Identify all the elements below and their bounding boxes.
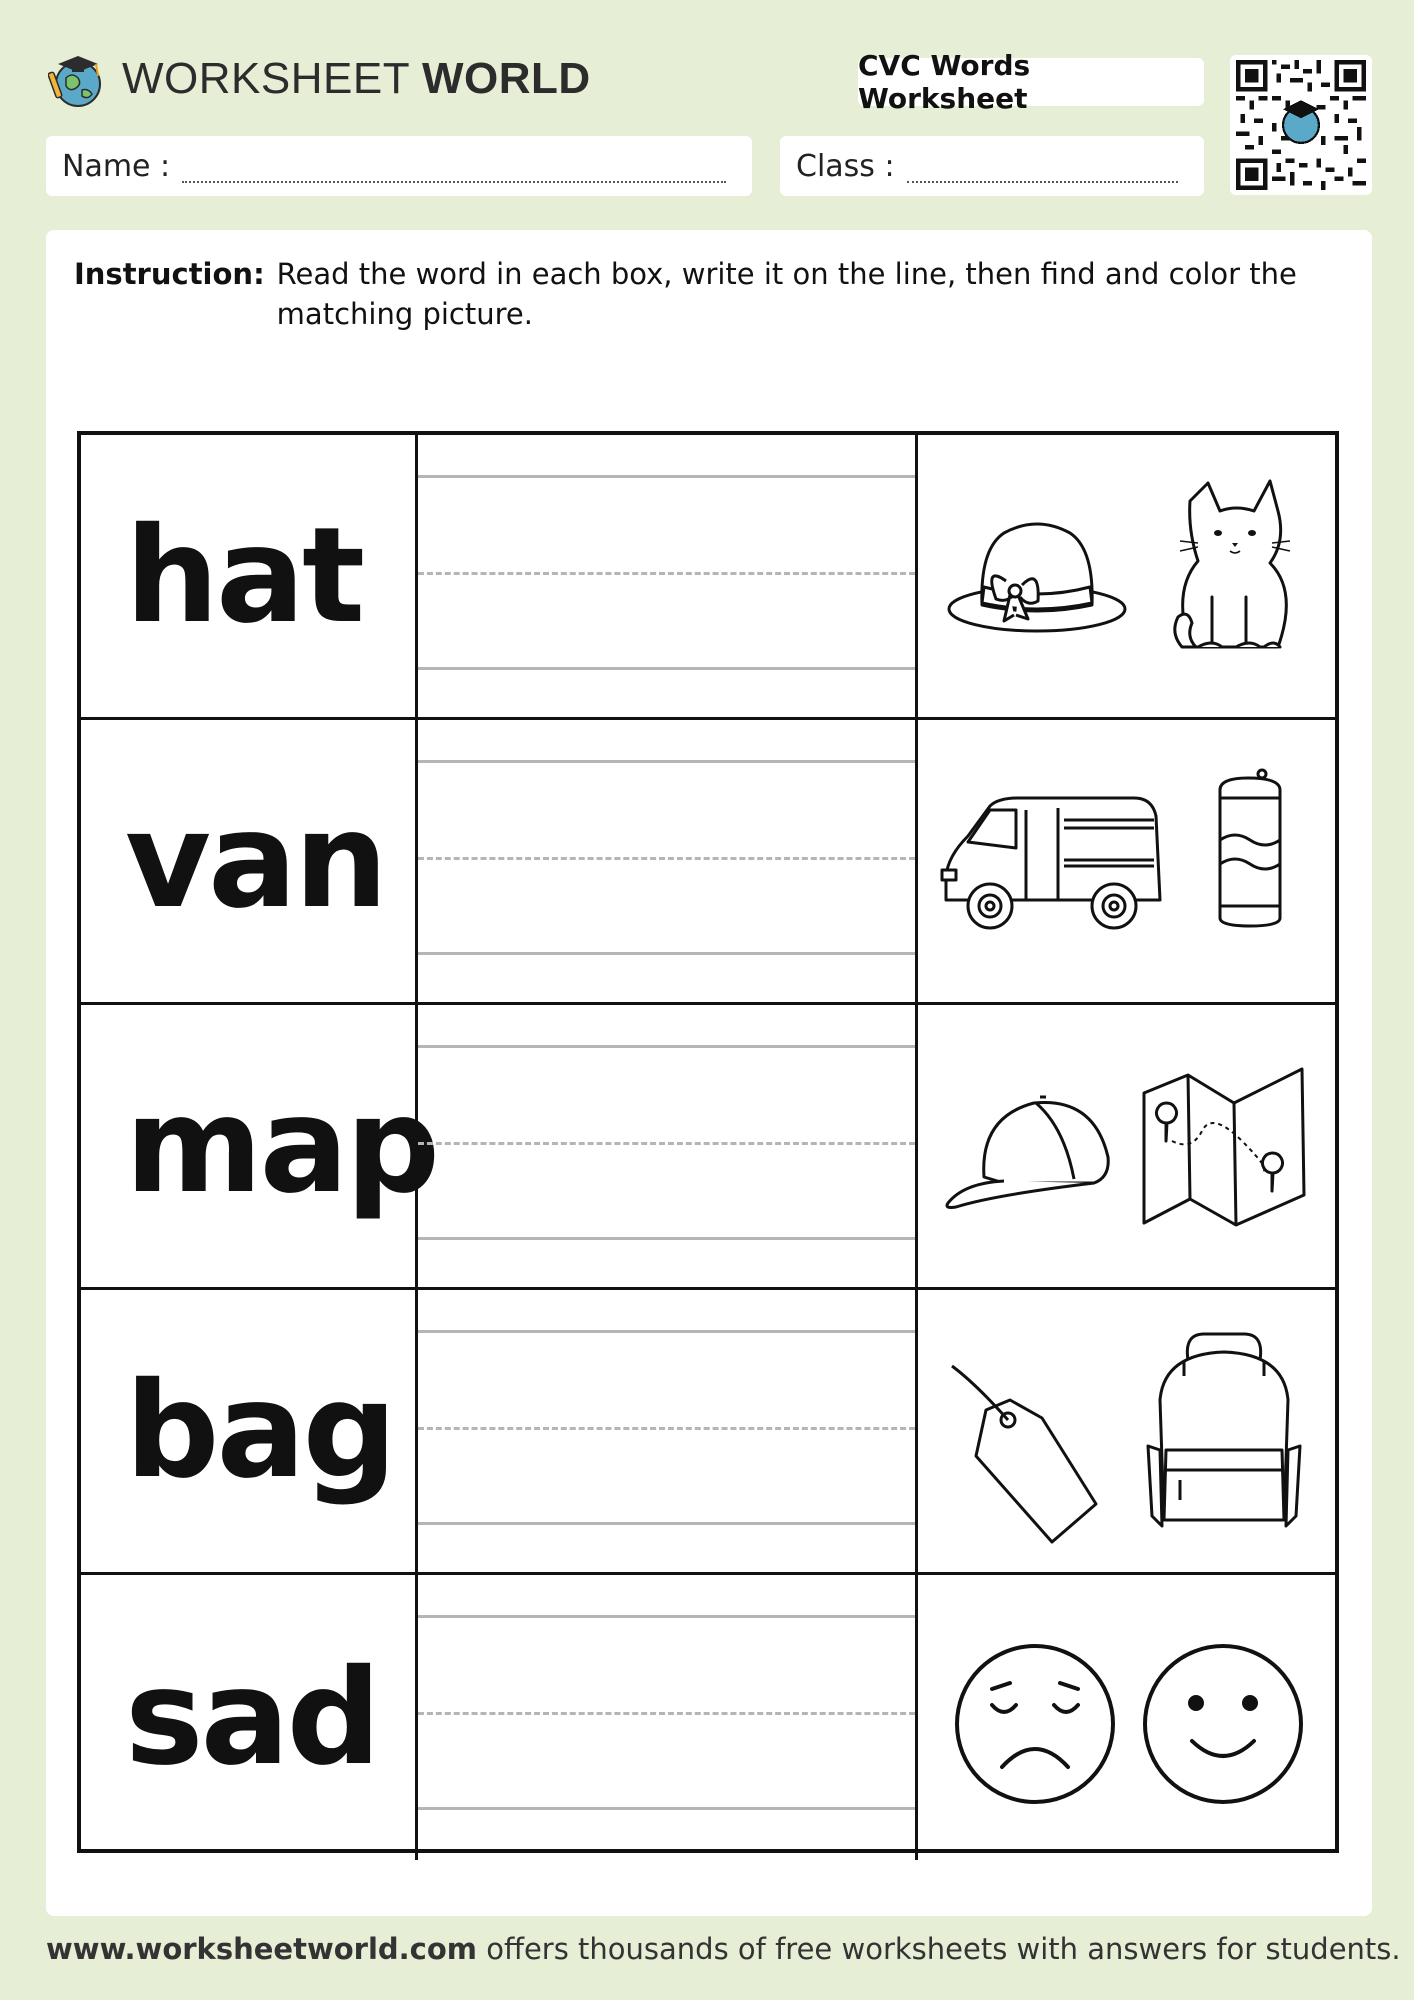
van-icon[interactable] bbox=[938, 796, 1166, 932]
sad-face-icon[interactable] bbox=[952, 1641, 1118, 1807]
class-input-line[interactable] bbox=[907, 167, 1178, 183]
word-table bbox=[77, 431, 1339, 1853]
cat-icon[interactable] bbox=[1158, 471, 1308, 667]
can-icon[interactable] bbox=[1208, 768, 1292, 930]
picture-cell bbox=[918, 1575, 1339, 1860]
picture-cell bbox=[918, 1290, 1339, 1572]
tag-icon[interactable] bbox=[946, 1354, 1116, 1550]
brand-name bbox=[122, 54, 591, 104]
map-icon[interactable] bbox=[1138, 1065, 1310, 1229]
word-cell: van bbox=[81, 720, 418, 1002]
writing-lines[interactable] bbox=[418, 720, 918, 1002]
happy-face-icon[interactable] bbox=[1140, 1641, 1306, 1807]
table-row bbox=[81, 720, 1335, 1005]
picture-cell bbox=[918, 435, 1339, 717]
word-cell: bag bbox=[81, 1290, 418, 1572]
writing-lines[interactable] bbox=[418, 1005, 918, 1287]
instruction-text: Read the word in each box, write it on the line, then find and color the matching picture. bbox=[276, 257, 1297, 331]
writing-lines[interactable] bbox=[418, 1575, 918, 1860]
writing-lines[interactable] bbox=[418, 435, 918, 717]
instruction bbox=[74, 254, 1314, 334]
qr-code-icon bbox=[1236, 60, 1366, 190]
table-row bbox=[81, 1005, 1335, 1290]
table-row bbox=[81, 1575, 1335, 1860]
class-field[interactable] bbox=[780, 136, 1204, 196]
worksheet-title: CVC Words Worksheet bbox=[858, 58, 1204, 106]
worksheet-body bbox=[46, 230, 1372, 1916]
class-label: Class : bbox=[796, 148, 895, 184]
name-input-line[interactable] bbox=[182, 167, 726, 183]
cap-icon[interactable] bbox=[944, 1087, 1116, 1211]
name-label: Name : bbox=[62, 148, 171, 184]
table-row bbox=[81, 1290, 1335, 1575]
globe-logo-icon bbox=[48, 48, 108, 110]
brand-name-light: WORKSHEET bbox=[122, 54, 410, 103]
hat-icon[interactable] bbox=[944, 509, 1130, 639]
brand-logo bbox=[48, 48, 591, 110]
picture-cell bbox=[918, 1005, 1339, 1287]
word-cell: sad bbox=[81, 1575, 418, 1860]
brand-name-bold: WORLD bbox=[422, 54, 591, 103]
writing-lines[interactable] bbox=[418, 1290, 918, 1572]
backpack-icon[interactable] bbox=[1144, 1330, 1304, 1540]
picture-cell bbox=[918, 720, 1339, 1002]
name-field[interactable] bbox=[46, 136, 752, 196]
qr-code bbox=[1230, 55, 1372, 195]
word-cell: map bbox=[81, 1005, 418, 1287]
footer-text: offers thousands of free worksheets with answers for students. bbox=[477, 1932, 1401, 1966]
instruction-label: Instruction: bbox=[74, 257, 265, 291]
footer-link[interactable]: www.worksheetworld.com bbox=[46, 1932, 478, 1966]
table-row bbox=[81, 435, 1335, 720]
footer bbox=[46, 1932, 1401, 1966]
word-cell: hat bbox=[81, 435, 418, 717]
